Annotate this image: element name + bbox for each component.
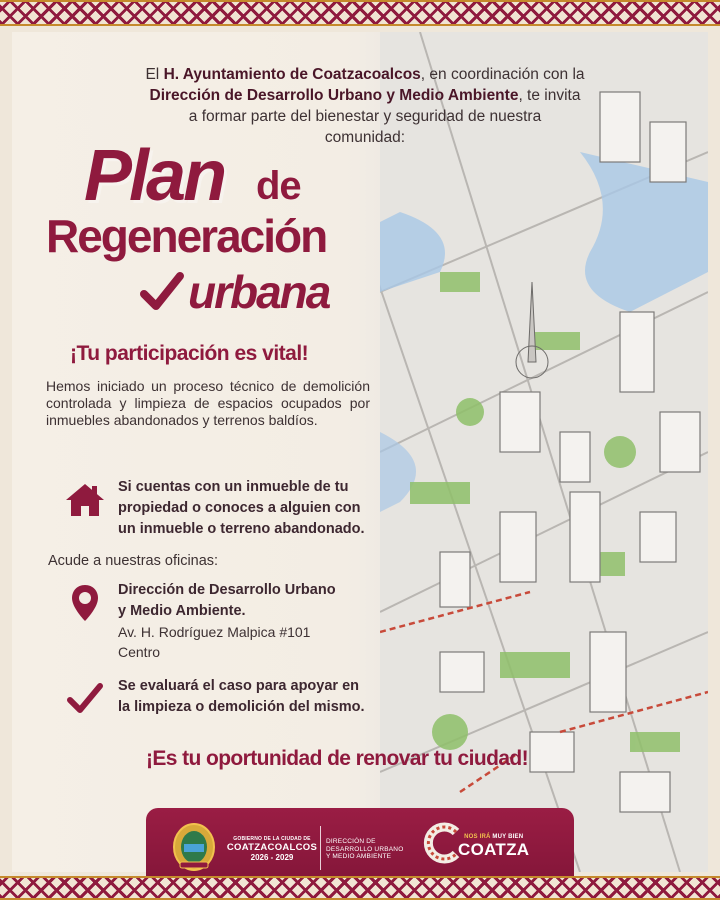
intro-text: , te invita bbox=[518, 87, 581, 104]
office-address: Av. H. Rodríguez Malpica #101 bbox=[118, 624, 311, 640]
campaign-title bbox=[46, 136, 384, 330]
owner-info bbox=[62, 477, 372, 540]
process-paragraph: Hemos iniciado un proceso técnico de demolición controlada y limpieza de espacios ocupados por inmuebles abandonados y terrenos baldíos. bbox=[46, 378, 370, 428]
location-pin-icon bbox=[62, 580, 108, 626]
title-regeneracion: Regeneración bbox=[46, 210, 327, 262]
gov-caption: GOBIERNO DE LA CIUDAD DE bbox=[233, 836, 311, 842]
office-info bbox=[62, 580, 362, 662]
coatza-brand bbox=[458, 834, 529, 860]
owner-text: Si cuentas con un inmueble de tu propiedad o conoces a alguien con un inmueble o terreno abandonado. bbox=[118, 479, 365, 537]
checkmark-icon bbox=[62, 676, 108, 722]
closing-slogan: ¡Es tu oportunidad de renovar tu ciudad! bbox=[146, 747, 529, 770]
office-name: y Medio Ambiente. bbox=[118, 603, 246, 619]
brand-tag: NOS IRÁ bbox=[464, 834, 491, 840]
dept-label bbox=[326, 838, 403, 861]
evaluation-text: Se evaluará el caso para apoyar en la limpieza o demolición del mismo. bbox=[118, 678, 365, 715]
intro-text: El bbox=[145, 66, 164, 83]
title-plan: Plan bbox=[84, 136, 225, 216]
city-illustration bbox=[380, 32, 708, 872]
footer-divider bbox=[320, 826, 321, 870]
title-urbana: urbana bbox=[188, 266, 330, 318]
decorative-top-border bbox=[0, 0, 720, 26]
gov-name: COATZACOALCOS bbox=[226, 842, 318, 853]
government-logo bbox=[226, 836, 318, 862]
dept-line: DIRECCIÓN DE bbox=[326, 838, 376, 845]
intro-text: comunidad: bbox=[324, 129, 406, 146]
evaluation-info bbox=[62, 676, 372, 722]
dept-line: Y MEDIO AMBIENTE bbox=[326, 853, 392, 860]
dept-line: DESARROLLO URBANO bbox=[326, 845, 404, 853]
participation-heading: ¡Tu participación es vital! bbox=[70, 342, 309, 365]
gov-years: 2026 - 2029 bbox=[250, 853, 294, 862]
brand-tag-emph: MUY BIEN bbox=[492, 834, 524, 840]
decorative-bottom-border bbox=[0, 876, 720, 900]
title-de: de bbox=[256, 164, 301, 208]
office-area: Centro bbox=[118, 644, 161, 660]
offices-label: Acude a nuestras oficinas: bbox=[48, 553, 219, 569]
intro-text: , en coordinación con la bbox=[420, 66, 585, 83]
office-name: Dirección de Desarrollo Urbano bbox=[118, 582, 336, 598]
checkmark-icon bbox=[138, 268, 186, 316]
intro-org-name: H. Ayuntamiento de Coatzacoalcos bbox=[163, 66, 421, 83]
house-icon bbox=[62, 477, 108, 523]
intro-dept-name: Dirección de Desarrollo Urbano y Medio Ambiente bbox=[149, 87, 519, 104]
city-seal-icon bbox=[172, 822, 216, 872]
intro-text: a formar parte del bienestar y seguridad de nuestra bbox=[188, 108, 542, 125]
brand-name: COATZA bbox=[458, 840, 530, 859]
